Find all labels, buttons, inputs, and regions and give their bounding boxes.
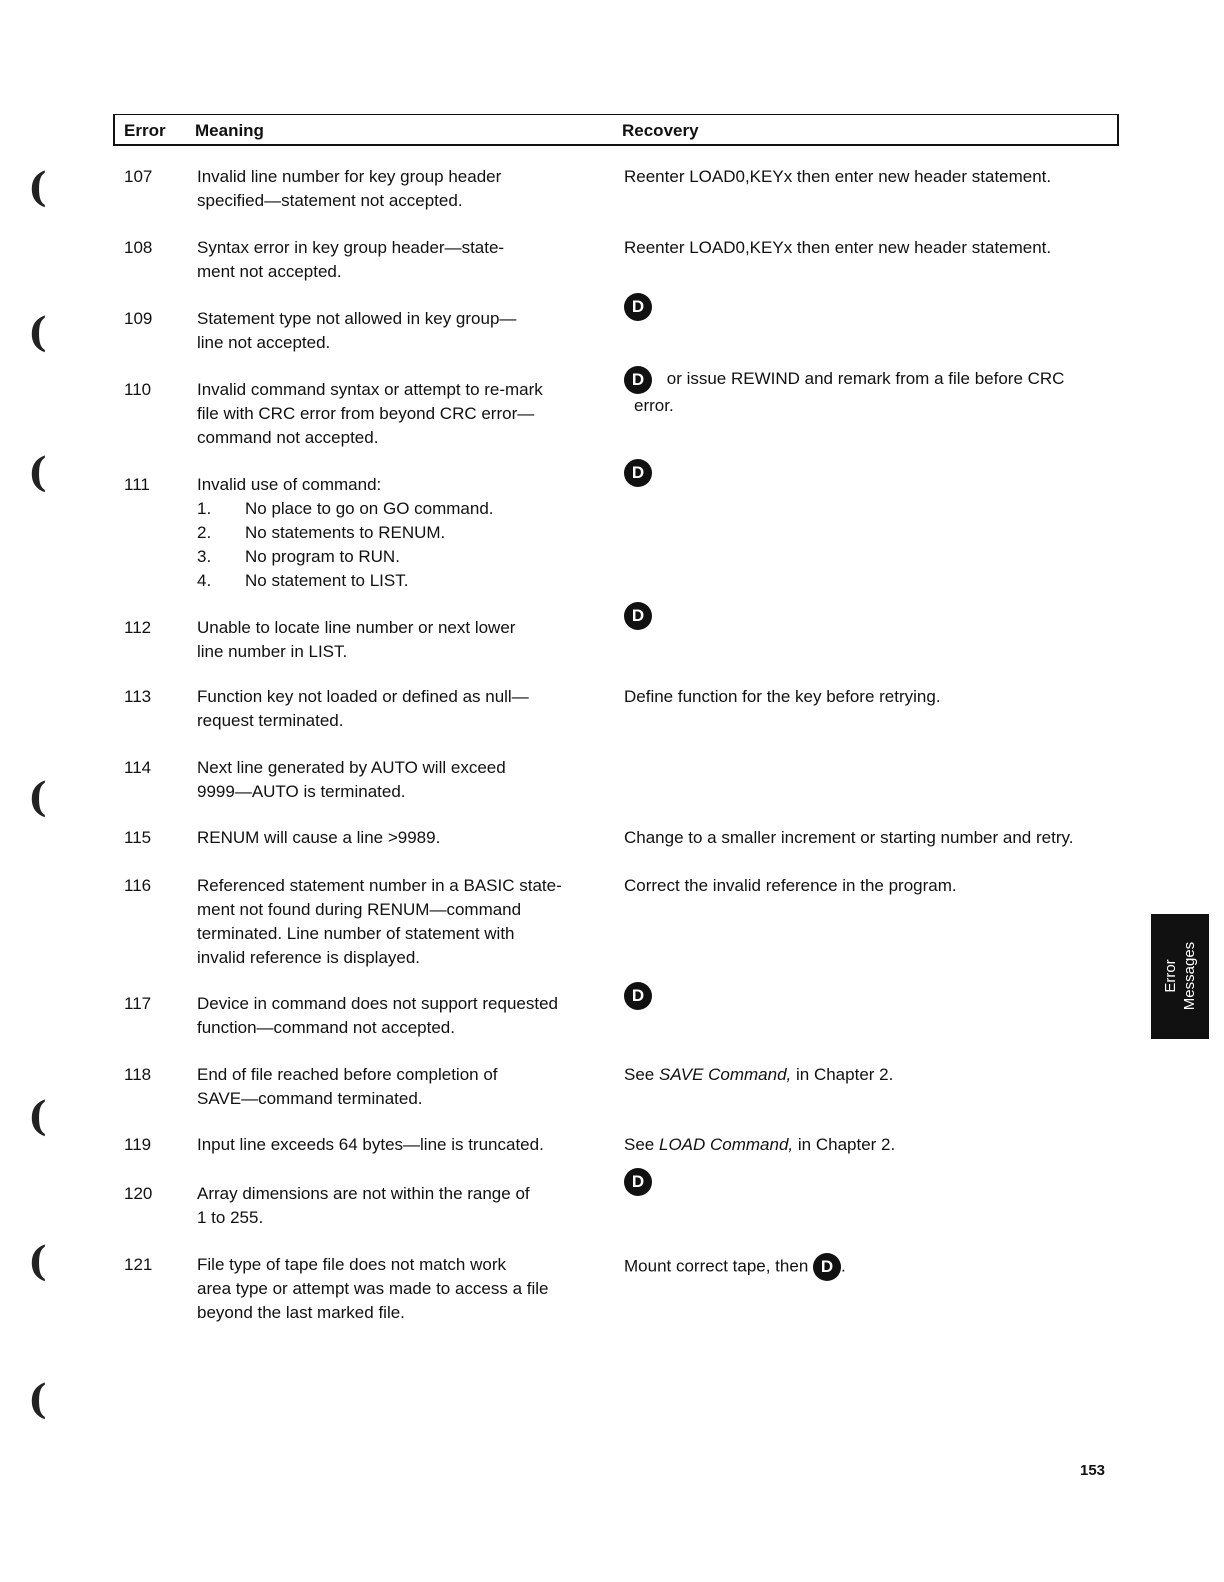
chapter-reference: SAVE Command,: [658, 1065, 792, 1084]
error-recovery: Reenter LOAD0,KEYx then enter new header statement.: [624, 167, 1052, 186]
error-meaning: Syntax error in key group header—state- ment not accepted.: [197, 238, 505, 281]
error-code: 119: [124, 1135, 152, 1154]
section-tab-line1: Error: [1162, 959, 1179, 993]
header-recovery: Recovery: [622, 121, 699, 140]
chapter-reference: LOAD Command,: [658, 1135, 794, 1154]
error-meaning: Function key not loaded or defined as null— request terminated.: [197, 687, 529, 730]
error-code: 114: [124, 758, 152, 777]
binder-mark: (: [28, 449, 47, 496]
error-meaning: Next line generated by AUTO will exceed 9999—AUTO is terminated.: [197, 758, 506, 801]
error-code: 115: [124, 828, 152, 847]
binder-mark: (: [28, 1093, 47, 1140]
section-tab-line2: Messages: [1181, 941, 1198, 1011]
error-meaning: Referenced statement number in a BASIC state- ment not found during RENUM—command terminated. Line number of statement with invalid reference is displayed.: [197, 876, 562, 967]
error-meaning: File type of tape file does not match work area type or attempt was made to access a file beyond the last marked file.: [197, 1255, 549, 1322]
error-meaning: Array dimensions are not within the range of 1 to 255.: [197, 1184, 530, 1227]
error-meaning: Unable to locate line number or next lower line number in LIST.: [197, 618, 516, 661]
error-recovery: [624, 602, 1104, 630]
error-recovery: [624, 1168, 1104, 1196]
binder-mark: (: [28, 309, 47, 356]
d-reference-icon: D: [624, 366, 652, 394]
error-recovery: Correct the invalid reference in the program.: [624, 876, 957, 895]
d-reference-icon: D: [813, 1253, 841, 1281]
d-reference-icon: D: [624, 1168, 652, 1196]
header-error: Error: [124, 121, 166, 140]
error-recovery: Mount correct tape, then D .: [624, 1253, 1104, 1281]
error-code: 117: [124, 994, 152, 1013]
list-item: 3. No program to RUN.: [197, 547, 400, 566]
binder-mark: (: [28, 164, 47, 211]
error-code: 120: [124, 1184, 153, 1203]
error-code: 110: [124, 380, 152, 399]
d-reference-icon: D: [624, 982, 652, 1010]
error-recovery: Change to a smaller increment or starting number and retry.: [624, 828, 1074, 847]
binder-mark: (: [28, 1376, 47, 1423]
d-reference-icon: D: [624, 293, 652, 321]
header-meaning: Meaning: [195, 121, 264, 140]
error-code: 107: [124, 167, 153, 186]
error-code: 109: [124, 309, 153, 328]
binder-mark: (: [28, 1238, 47, 1285]
error-meaning: Input line exceeds 64 bytes—line is truncated.: [197, 1135, 544, 1154]
error-recovery: Define function for the key before retrying.: [624, 687, 941, 706]
error-recovery: Reenter LOAD0,KEYx then enter new header statement.: [624, 238, 1052, 257]
error-recovery: [624, 293, 1104, 321]
error-code: 116: [124, 876, 152, 895]
list-item: 1. No place to go on GO command.: [197, 499, 494, 518]
d-reference-icon: D: [624, 602, 652, 630]
page-number: 153: [1080, 1462, 1106, 1479]
error-code: 108: [124, 238, 153, 257]
error-recovery: [624, 982, 1104, 1010]
error-meaning: RENUM will cause a line >9989.: [197, 828, 441, 847]
error-code: 121: [124, 1255, 153, 1274]
error-recovery: [624, 459, 1104, 487]
error-meaning: End of file reached before completion of SAVE—command terminated.: [197, 1065, 498, 1108]
section-tab: [1151, 914, 1209, 1039]
list-item: 4. No statement to LIST.: [197, 571, 409, 590]
error-code: 113: [124, 687, 152, 706]
error-code: 112: [124, 618, 152, 637]
error-recovery: See LOAD Command, in Chapter 2.: [624, 1135, 896, 1154]
error-meaning: Invalid command syntax or attempt to re-mark file with CRC error from beyond CRC error— command not accepted.: [197, 380, 543, 447]
error-meaning: Device in command does not support requested function—command not accepted.: [197, 994, 558, 1037]
error-meaning: Invalid use of command: 1. No place to go on GO command. 2. No statements to RENUM. 3. No program to RUN. 4. No statement to LIST.: [197, 473, 587, 593]
list-item: 2. No statements to RENUM.: [197, 523, 446, 542]
table-header: [113, 114, 1119, 146]
binder-mark: (: [28, 774, 47, 821]
error-code: 111: [124, 475, 150, 494]
error-meaning: Statement type not allowed in key group— line not accepted.: [197, 309, 517, 352]
error-meaning: Invalid line number for key group header specified—statement not accepted.: [197, 167, 502, 210]
error-recovery: See SAVE Command, in Chapter 2.: [624, 1065, 894, 1084]
error-recovery: D or issue REWIND and remark from a file before CRC error.: [624, 366, 1104, 418]
d-reference-icon: D: [624, 459, 652, 487]
error-code: 118: [124, 1065, 152, 1084]
